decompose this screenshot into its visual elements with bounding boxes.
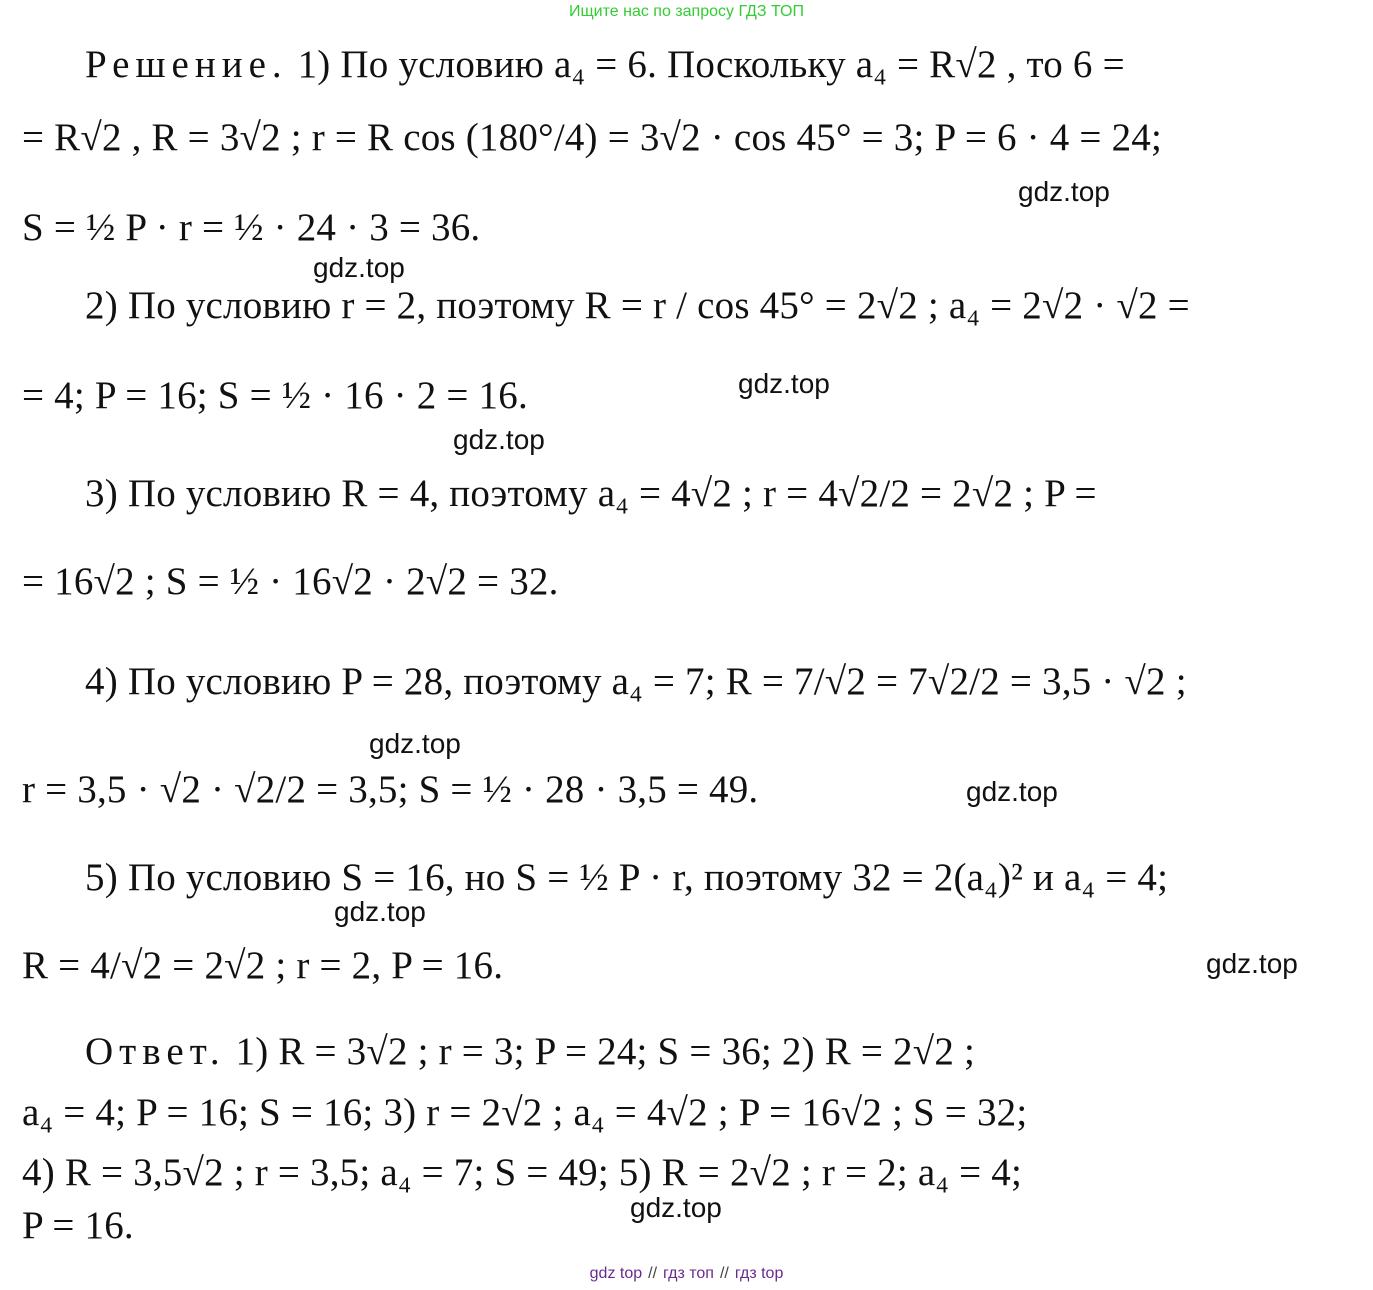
footer-link-gdz-top-mixed[interactable]: гдз top (734, 1265, 784, 1282)
solution-line-6: 3) По условию R = 4, поэтому a₄ = 4√2 ; r = 4√2/2 = 2√2 ; P = (85, 472, 1097, 515)
solution-line-2: = R√2 , R = 3√2 ; r = R cos (180°/4) = 3√2 · cos 45° = 3; P = 6 · 4 = 24; (22, 116, 1163, 159)
answer-line-2: a₄ = 4; P = 16; S = 16; 3) r = 2√2 ; a₄ = 4√2 ; P = 16√2 ; S = 32; (22, 1091, 1028, 1134)
footer-separator: // (648, 1265, 658, 1282)
solution-line-1 (85, 45, 1343, 84)
top-banner-link[interactable]: Ищите нас по запросу ГДЗ ТОП (569, 3, 804, 20)
solution-line-11: R = 4/√2 = 2√2 ; r = 2, P = 16. (22, 944, 504, 987)
watermark: gdz.top (1018, 176, 1110, 207)
watermark: gdz.top (369, 728, 461, 759)
solution-line-4: 2) По условию r = 2, поэтому R = r / cos 45° = 2√2 ; a₄ = 2√2 · √2 = (85, 284, 1190, 327)
watermark: gdz.top (1206, 948, 1298, 979)
answer-text: 1) R = 3√2 ; r = 3; P = 24; S = 36; 2) R = 2√2 ; (235, 1030, 976, 1073)
solution-line-10: 5) По условию S = 16, но S = ½ P · r, поэтому 32 = 2(a₄)² и a₄ = 4; (85, 856, 1169, 899)
solution-line-9: r = 3,5 · √2 · √2/2 = 3,5; S = ½ · 28 · 3,5 = 49. (22, 768, 759, 811)
solution-line-7: = 16√2 ; S = ½ · 16√2 · 2√2 = 32. (22, 560, 559, 603)
footer-link-gdz-top-ru[interactable]: гдз топ (663, 1265, 714, 1282)
watermark: gdz.top (313, 252, 405, 283)
solution-line-8: 4) По условию P = 28, поэтому a₄ = 7; R = 7/√2 = 7√2/2 = 3,5 · √2 ; (85, 660, 1187, 703)
solution-line-3: S = ½ P · r = ½ · 24 · 3 = 36. (22, 206, 481, 249)
solution-text: 1) По условию a₄ = 6. Поскольку a₄ = R√2 , то 6 = (297, 43, 1125, 86)
watermark: gdz.top (334, 896, 426, 927)
answer-label: Ответ. (85, 1030, 226, 1073)
watermark: gdz.top (453, 424, 545, 455)
footer-separator: // (719, 1265, 729, 1282)
answer-line-3: 4) R = 3,5√2 ; r = 3,5; a₄ = 7; S = 49; 5) R = 2√2 ; r = 2; a₄ = 4; (22, 1151, 1022, 1194)
solution-label: Решение. (85, 43, 288, 86)
answer-line-4: P = 16. (22, 1204, 134, 1247)
watermark: gdz.top (630, 1192, 722, 1223)
solution-line-5: = 4; P = 16; S = ½ · 16 · 2 = 16. (22, 374, 528, 417)
footer-link-gdz-top[interactable]: gdz top (589, 1265, 643, 1282)
answer-line-1 (85, 1032, 1343, 1071)
footer-links (0, 1265, 1373, 1283)
watermark: gdz.top (966, 776, 1058, 807)
watermark: gdz.top (738, 368, 830, 399)
